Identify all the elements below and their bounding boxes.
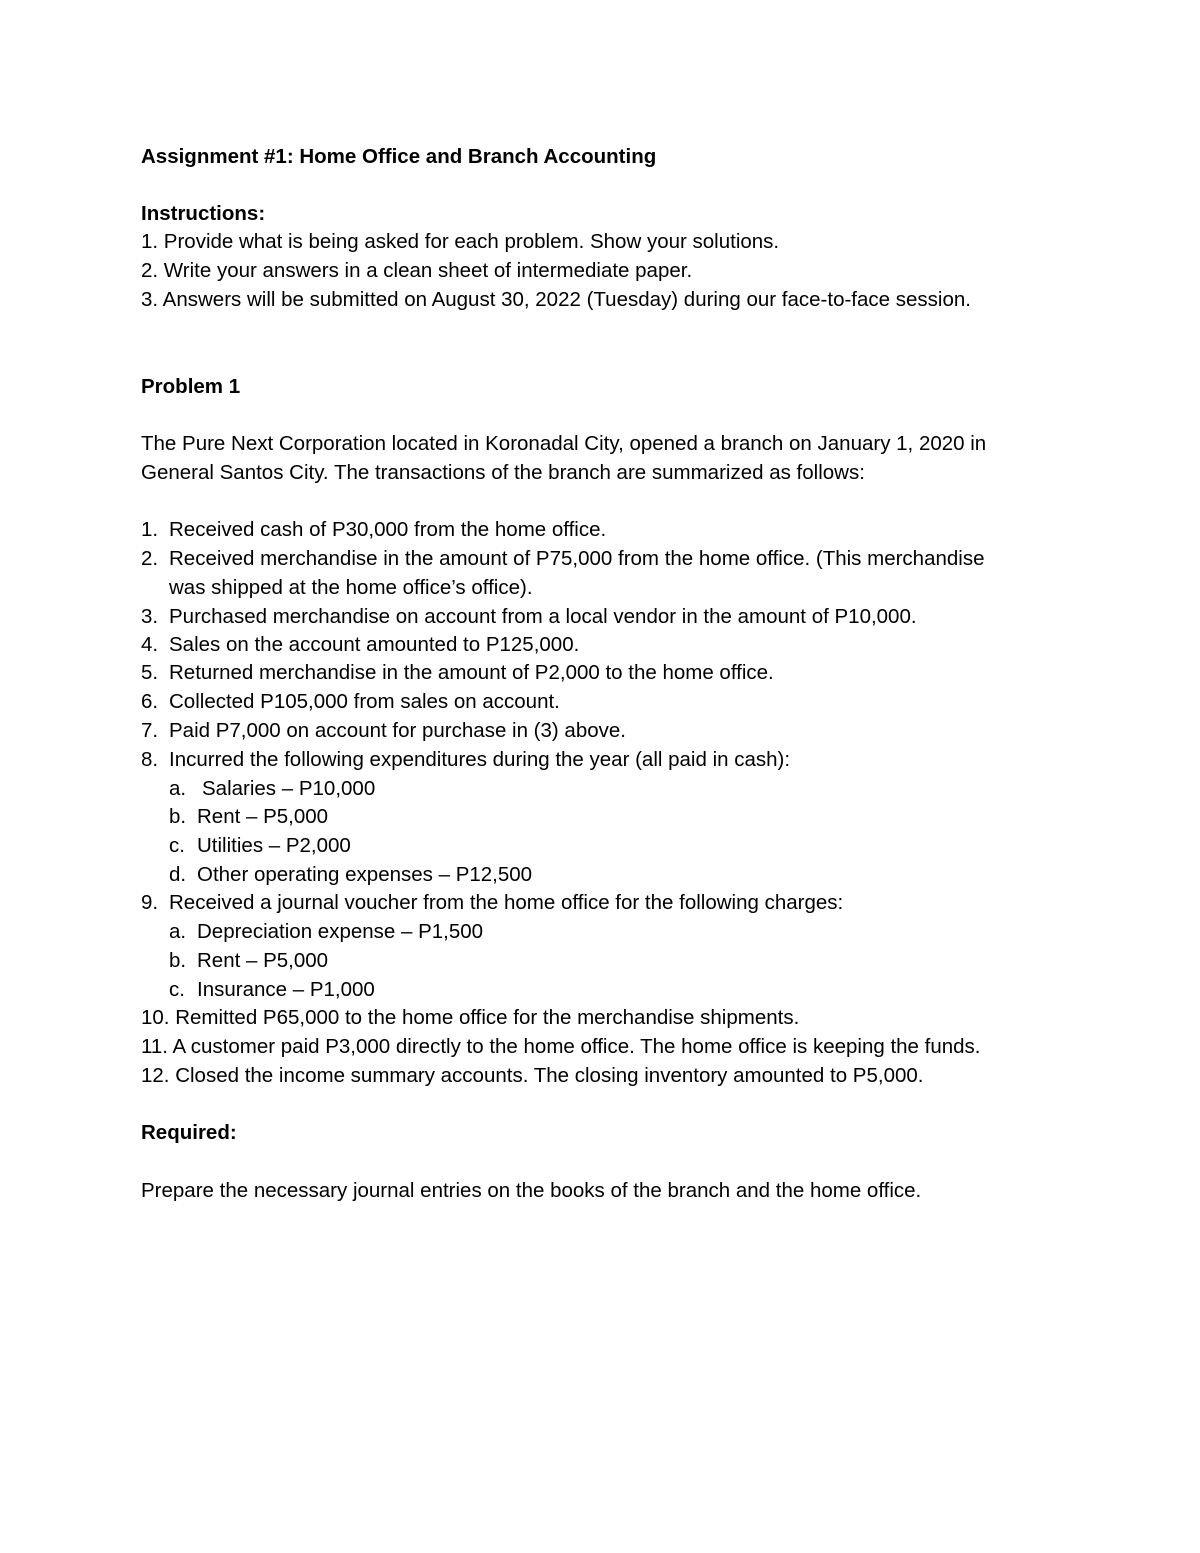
transaction-text: Collected P105,000 from sales on account. (169, 690, 560, 713)
charge-letter: a. (169, 920, 187, 943)
charge-text: Depreciation expense – P1,500 (197, 920, 484, 943)
required-text: Prepare the necessary journal entries on the books of the branch and the home office. (141, 1179, 922, 1202)
charge-letter: c. (169, 978, 185, 1001)
transaction-text: Received cash of P30,000 from the home office. (169, 518, 607, 541)
transaction-number: 3. (141, 605, 159, 628)
transaction-number: 9. (141, 891, 159, 914)
transaction-text: was shipped at the home office’s office). (169, 576, 533, 599)
transaction-text: Returned merchandise in the amount of P2,000 to the home office. (169, 661, 774, 684)
transaction-item: 11. A customer paid P3,000 directly to the home office. The home office is keeping the funds. (141, 1035, 981, 1058)
transaction-number: 8. (141, 748, 159, 771)
transaction-text: Sales on the account amounted to P125,000. (169, 633, 580, 656)
charge-letter: b. (169, 949, 187, 972)
transaction-number: 2. (141, 547, 159, 570)
transaction-item: 12. Closed the income summary accounts. The closing inventory amounted to P5,000. (141, 1064, 924, 1087)
expenditure-letter: c. (169, 834, 185, 857)
transaction-text: Purchased merchandise on account from a local vendor in the amount of P10,000. (169, 605, 917, 628)
transaction-text: Paid P7,000 on account for purchase in (3) above. (169, 719, 626, 742)
instruction-item: 1. Provide what is being asked for each problem. Show your solutions. (141, 230, 780, 253)
expenditure-text: Salaries – P10,000 (202, 777, 376, 800)
transaction-text: Received a journal voucher from the home office for the following charges: (169, 891, 844, 914)
transaction-number: 7. (141, 719, 159, 742)
expenditure-text: Other operating expenses – P12,500 (197, 863, 533, 886)
transaction-item: 10. Remitted P65,000 to the home office for the merchandise shipments. (141, 1006, 800, 1029)
instruction-item: 3. Answers will be submitted on August 30, 2022 (Tuesday) during our face-to-face session. (141, 288, 971, 311)
problem-intro-line: The Pure Next Corporation located in Koronadal City, opened a branch on January 1, 2020 in (141, 432, 987, 455)
problem-intro-line: General Santos City. The transactions of the branch are summarized as follows: (141, 461, 865, 484)
transaction-number: 4. (141, 633, 159, 656)
expenditure-letter: b. (169, 805, 187, 828)
charge-text: Insurance – P1,000 (197, 978, 375, 1001)
transaction-number: 5. (141, 661, 159, 684)
transaction-text: Received merchandise in the amount of P75,000 from the home office. (This merchandise (169, 547, 985, 570)
transaction-number: 1. (141, 518, 159, 541)
expenditure-text: Utilities – P2,000 (197, 834, 351, 857)
required-heading: Required: (141, 1121, 237, 1144)
expenditure-letter: a. (169, 777, 187, 800)
charge-text: Rent – P5,000 (197, 949, 329, 972)
transaction-number: 6. (141, 690, 159, 713)
instruction-item: 2. Write your answers in a clean sheet of intermediate paper. (141, 259, 693, 282)
expenditure-text: Rent – P5,000 (197, 805, 329, 828)
expenditure-letter: d. (169, 863, 187, 886)
problem-heading: Problem 1 (141, 375, 241, 398)
instructions-heading: Instructions: (141, 202, 266, 225)
transaction-text: Incurred the following expenditures during the year (all paid in cash): (169, 748, 791, 771)
document-title: Assignment #1: Home Office and Branch Accounting (141, 145, 657, 168)
